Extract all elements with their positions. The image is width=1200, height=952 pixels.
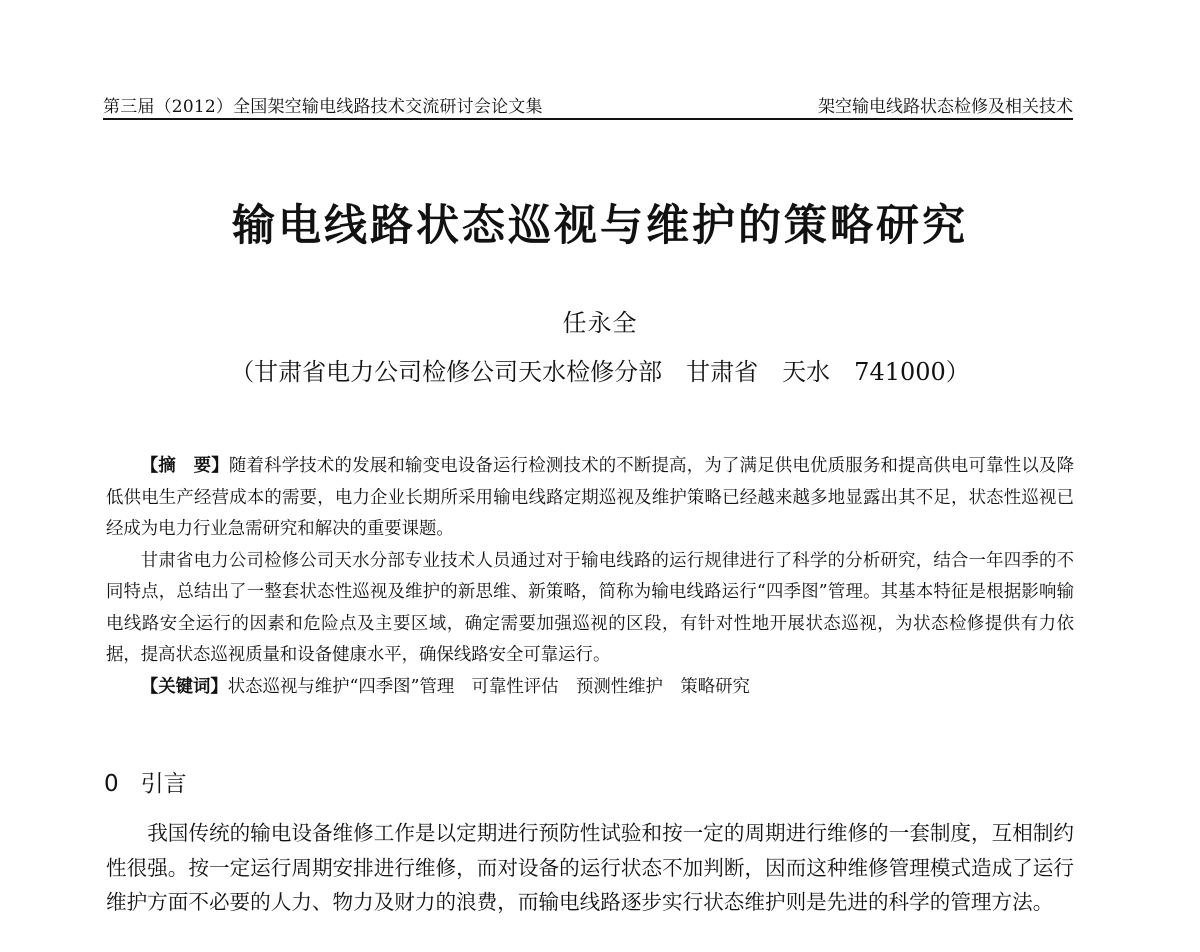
keywords-text: 状态巡视与维护“四季图”管理 可靠性评估 预测性维护 策略研究: [227, 676, 750, 697]
running-header: [103, 90, 1073, 120]
abstract: [106, 451, 1074, 703]
abstract-label: 【摘 要】: [140, 456, 229, 476]
author-affiliation: （甘肃省电力公司检修公司天水检修分部 甘肃省 天水 741000）: [230, 358, 970, 386]
abstract-paragraph-2: 甘肃省电力公司检修公司天水分部专业技术人员通过对于输电线路的运行规律进行了科学的分析研究，结合一年四季的不同特点，总结出了一整套状态性巡视及维护的新思维、新策略，简称为输电线路运行“四季图”管理。其基本特征是根据影响输电线路安全运行的因素和危险点及主要区域，确定需要加强巡视的区段，有针对性地开展状态巡视，为状态检修提供有力依据，提高状态巡视质量和设备健康水平，确保线路安全可靠运行。: [106, 550, 1074, 665]
section-title: 引言: [140, 771, 187, 797]
body-paragraph-1: 我国传统的输电设备维修工作是以定期进行预防性试验和按一定的周期进行维修的一套制度，互相制约性很强。按一定运行周期安排进行维修，而对设备的运行状态不加判断，因而这种维修管理模式造成了运行维护方面不必要的人力、物力及财力的浪费，而输电线路逐步实行状态维护则是先进的科学的管理方法。: [106, 821, 1074, 914]
author-name: 任永全: [562, 309, 638, 337]
proceedings-title: 第三届（2012）全国架空输电线路技术交流研讨会论文集: [103, 97, 543, 117]
keywords: [106, 672, 1074, 704]
section-heading: [104, 765, 187, 798]
abstract-text-1: 随着科学技术的发展和输变电设备运行检测技术的不断提高，为了满足供电优质服务和提高供电可靠性以及降低供电生产经营成本的需要，电力企业长期所采用输电线路定期巡视及维护策略已经越来越多地显露出其不足，状态性巡视已经成为电力行业急需研究和解决的重要课题。: [106, 456, 1074, 539]
abstract-paragraph-1: [106, 451, 1074, 546]
keywords-label: 【关键词】: [140, 676, 228, 697]
section-number: 0: [104, 771, 119, 797]
paper-title: 输电线路状态巡视与维护的策略研究: [232, 201, 968, 251]
section-topic: 架空输电线路状态检修及相关技术: [818, 97, 1073, 117]
body-text: [106, 816, 1074, 920]
